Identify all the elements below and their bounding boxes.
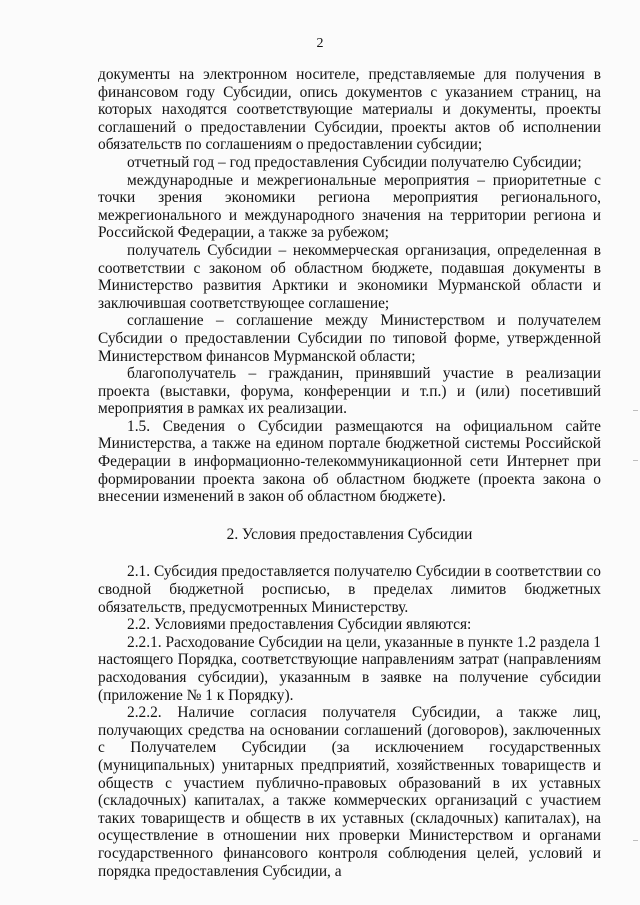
paragraph-2-2-1: 2.2.1. Расходование Субсидии на цели, указанные в пункте 1.2 раздела 1 настоящего Порядка, соответствующие направлениям затрат (направлениям расходования субсидии), указанным в заявке на получение субсидии (приложение № 1 к Порядку).: [98, 633, 601, 704]
paragraph-agreement: соглашение – соглашение между Министерством и получателем Субсидии о предоставлении Субсидии по типовой форме, утвержденной Министерством финансов Мурманской области;: [98, 312, 601, 365]
document-body: [98, 66, 601, 880]
paragraph-international-events: международные и межрегиональные мероприятия – приоритетные с точки зрения экономики региона мероприятия регионального, межрегионального и международного значения на территории региона и Российской Федерации, а также за рубежом;: [98, 171, 601, 242]
paragraph-2-1: 2.1. Субсидия предоставляется получателю Субсидии в соответствии со сводной бюджетной росписью, в пределах лимитов бюджетных обязательств, предусмотренных Министерству.: [98, 563, 601, 616]
section-heading-2: 2. Условия предоставления Субсидии: [226, 525, 473, 543]
paragraph-beneficiary: благополучатель – гражданин, принявший участие в реализации проекта (выставки, форума, конференции и т.п.) и (или) посетивший мероприятия в рамках их реализации.: [98, 365, 601, 418]
scan-edge-mark: [633, 460, 638, 461]
paragraph-2-2: 2.2. Условиями предоставления Субсидии являются:: [127, 616, 472, 634]
paragraph-documents-continuation: документы на электронном носителе, представляемые для получения в финансовом году Субсидии, опись документов с указанием страниц, на которых находятся соответствующие материалы и документы, проекты соглашений о предоставлении Субсидии, проекты актов об исполнении обязательств по соглашениям о предоставлении субсидии;: [98, 66, 601, 154]
paragraph-subsidy-recipient: получатель Субсидии – некоммерческая организация, определенная в соответствии с законом об областном бюджете, подавшая документы в Министерство развития Арктики и экономики Мурманской области и заключившая соответствующее соглашение;: [98, 241, 601, 312]
page-number: 2: [316, 36, 324, 51]
scan-edge-mark: [633, 840, 638, 841]
scan-edge-mark: [633, 410, 638, 411]
paragraph-2-2-2: 2.2.2. Наличие согласия получателя Субсидии, а также лиц, получающих средства на основании соглашений (договоров), заключенных с Получателем Субсидии (за исключением государственных (муниципальных) унитарных предприятий, хозяйственных товариществ и обществ с участием публично-правовых образований в их уставных (складочных) капиталах, а также коммерческих организаций с участием таких товариществ и обществ в их уставных (складочных) капиталах), на осуществление в отношении них проверки Министерством и органами государственного финансового контроля соблюдения целей, условий и порядка предоставления Субсидии, а: [98, 704, 601, 880]
paragraph-reporting-year: отчетный год – год предоставления Субсидии получателю Субсидии;: [127, 153, 582, 171]
paragraph-1-5: 1.5. Сведения о Субсидии размещаются на официальном сайте Министерства, а также на едином портале бюджетной системы Российской Федерации в информационно-телекоммуникационной сети Интернет при формировании проекта закона об областном бюджете (проекта закона о внесении изменений в закон об областном бюджете).: [98, 417, 601, 506]
